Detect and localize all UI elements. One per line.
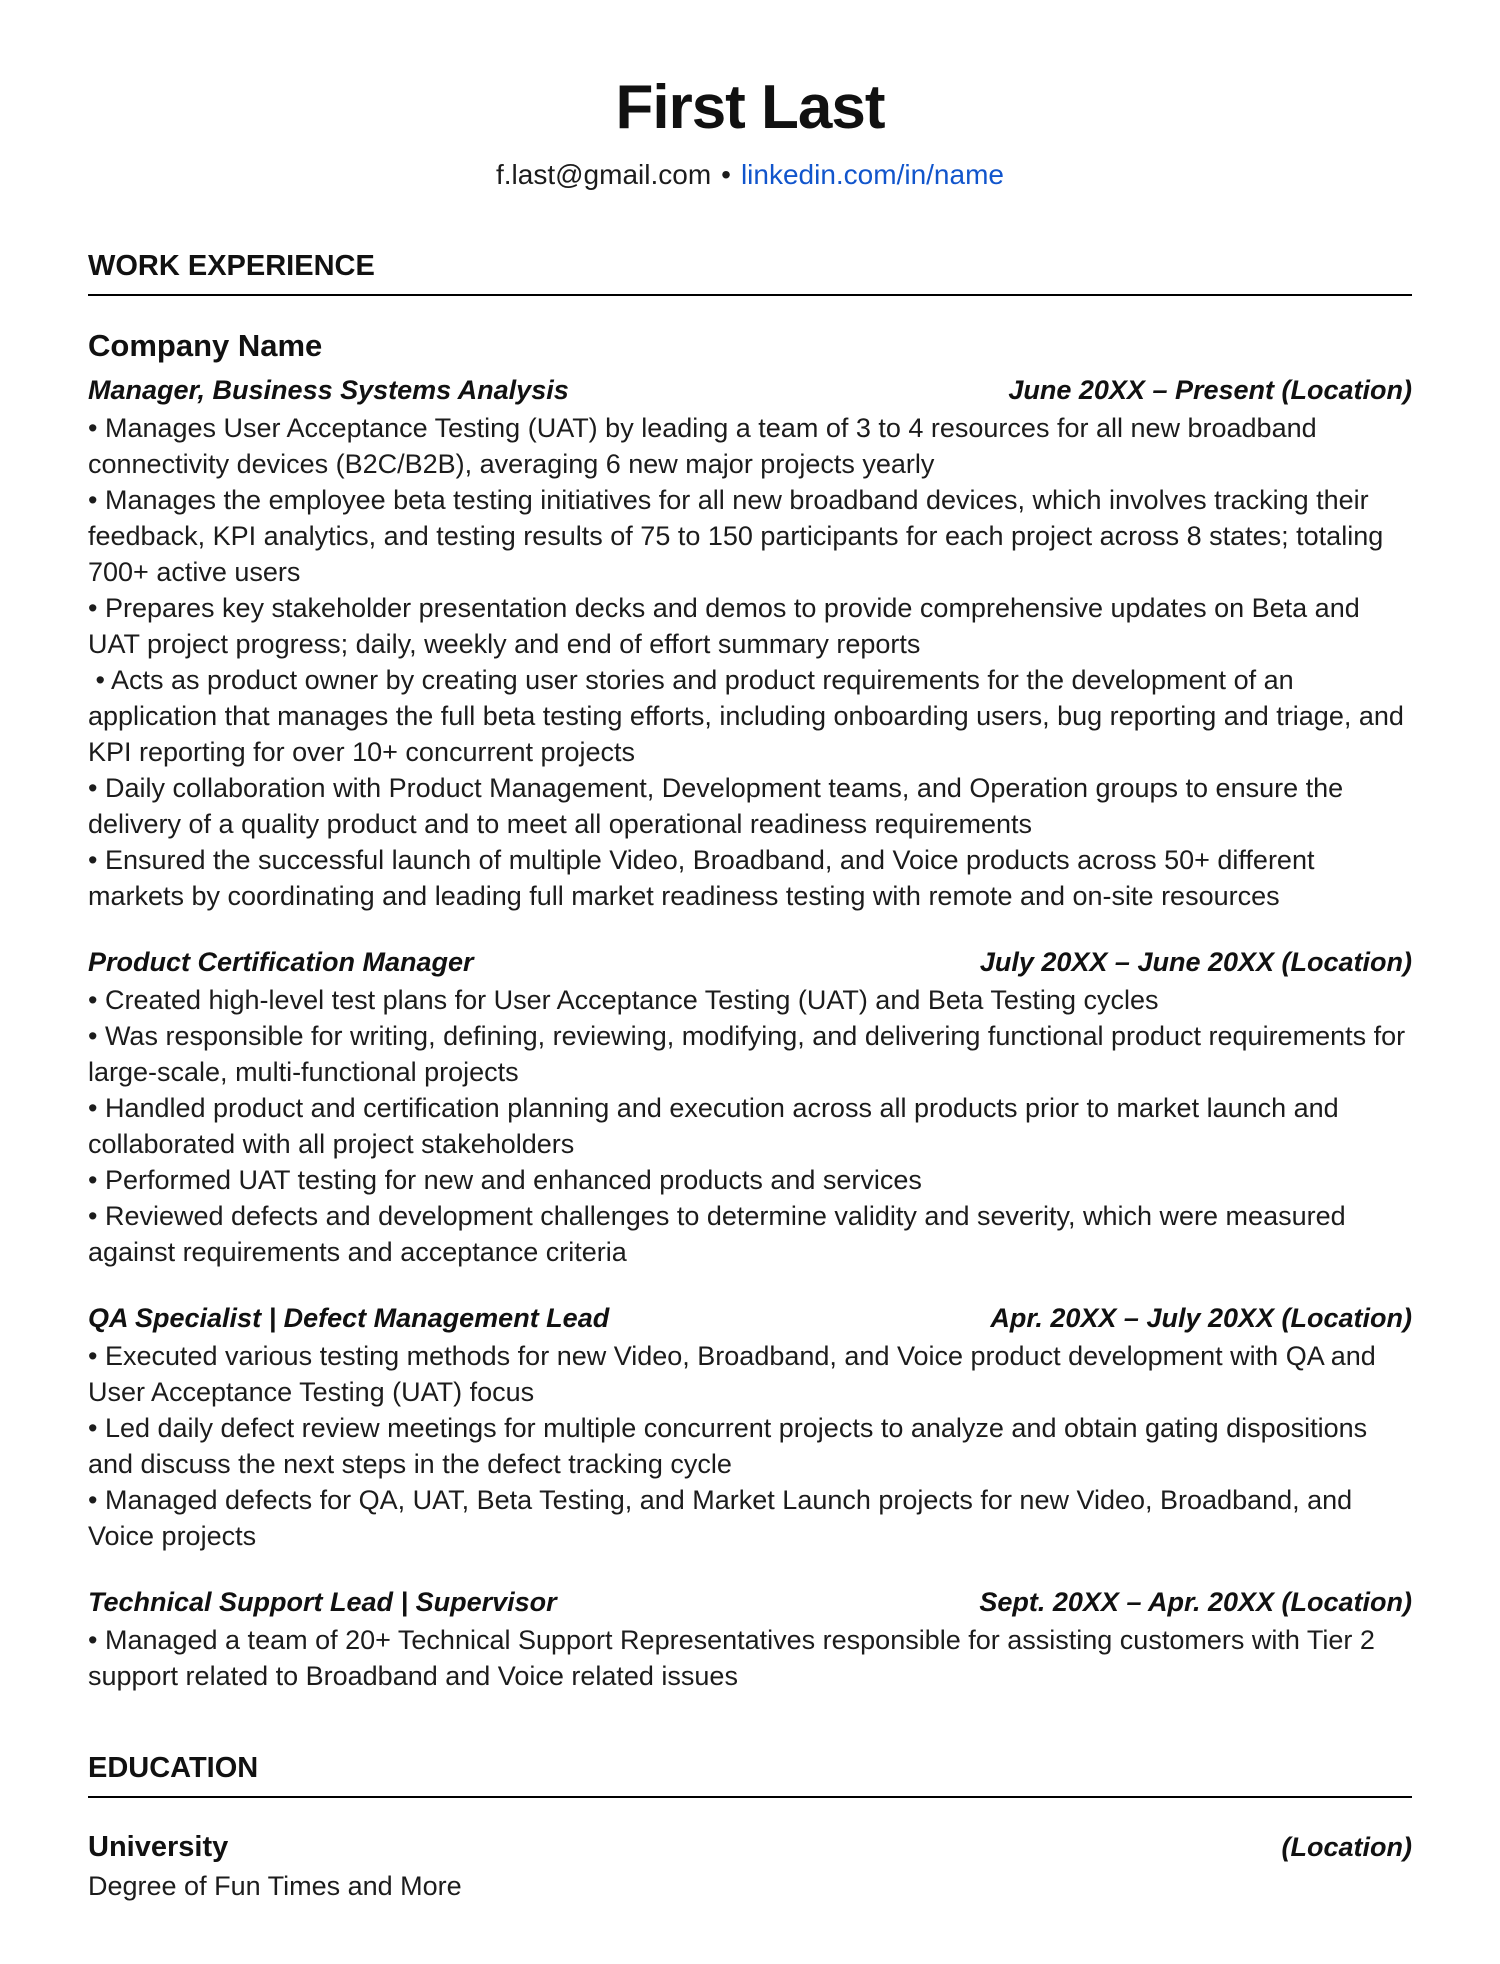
job-entry-qa-specialist-defect-lead — [88, 1300, 1412, 1554]
job-bullet: • Manages the employee beta testing initiatives for all new broadband devices, which involves tracking their feedback, KPI analytics, and testing results of 75 to 150 participants for each project across 8 states; totaling 700+ active users — [88, 485, 1391, 587]
job-header-row — [88, 1300, 1412, 1336]
school-name: University — [88, 1831, 229, 1863]
work-experience-section — [88, 248, 1412, 1694]
job-title: Technical Support Lead | Supervisor — [88, 1587, 557, 1617]
contact-separator-dot: • — [721, 159, 731, 190]
job-bullet: • Created high-level test plans for User Acceptance Testing (UAT) and Beta Testing cycles — [88, 985, 1159, 1015]
education-section — [88, 1750, 1412, 1904]
email-text: f.last@gmail.com — [496, 159, 712, 190]
job-entry-technical-support-lead — [88, 1584, 1412, 1694]
job-bullet: • Manages User Acceptance Testing (UAT) by leading a team of 3 to 4 resources for all new broadband connectivity devices (B2C/B2B), averaging 6 new major projects yearly — [88, 413, 1325, 479]
education-location: (Location) — [1281, 1832, 1412, 1862]
job-bullet: • Executed various testing methods for new Video, Broadband, and Voice product development with QA and User Acceptance Testing (UAT) focus — [88, 1341, 1384, 1407]
job-bullet: • Performed UAT testing for new and enhanced products and services — [88, 1165, 922, 1195]
contact-line — [88, 158, 1412, 192]
job-bullet: • Ensured the successful launch of multiple Video, Broadband, and Voice products across 50+ different markets by coordinating and leading full market readiness testing with remote and on-site resources — [88, 845, 1322, 911]
job-header-row — [88, 372, 1412, 408]
job-header-row — [88, 944, 1412, 980]
job-entry-manager-business-systems — [88, 372, 1412, 914]
education-heading: EDUCATION — [88, 1750, 1412, 1798]
degree-text: Degree of Fun Times and More — [88, 1871, 462, 1901]
job-bullet: • Led daily defect review meetings for multiple concurrent projects to analyze and obtain gating dispositions and discuss the next steps in the defect tracking cycle — [88, 1413, 1375, 1479]
person-name: First Last — [615, 73, 885, 142]
linkedin-link[interactable]: linkedin.com/in/name — [740, 159, 1004, 190]
job-title: QA Specialist | Defect Management Lead — [88, 1303, 610, 1333]
education-header-row — [88, 1828, 1412, 1866]
job-bullet: • Prepares key stakeholder presentation decks and demos to provide comprehensive updates on Beta and UAT project progress; daily, weekly and end of effort summary reports — [88, 593, 1368, 659]
job-title: Manager, Business Systems Analysis — [88, 375, 569, 405]
job-bullet: • Managed defects for QA, UAT, Beta Testing, and Market Launch projects for new Video, Broadband, and Voice projects — [88, 1485, 1360, 1551]
job-bullet: • Was responsible for writing, defining, reviewing, modifying, and delivering functional product requirements for large-scale, multi-functional projects — [88, 1021, 1413, 1087]
resume-header — [88, 72, 1412, 192]
job-header-row — [88, 1584, 1412, 1620]
job-bullet: • Acts as product owner by creating user stories and product requirements for the development of an application that manages the full beta testing efforts, including onboarding users, bug reporting and triage, and KPI reporting for over 10+ concurrent projects — [88, 665, 1412, 767]
job-bullet: • Reviewed defects and development challenges to determine validity and severity, which were measured against requirements and acceptance criteria — [88, 1201, 1354, 1267]
job-entry-product-certification-manager — [88, 944, 1412, 1270]
job-title: Product Certification Manager — [88, 947, 474, 977]
work-experience-heading: WORK EXPERIENCE — [88, 248, 1412, 296]
job-bullet: • Handled product and certification planning and execution across all products prior to market launch and collaborated with all project stakeholders — [88, 1093, 1347, 1159]
job-dates: Apr. 20XX – July 20XX (Location) — [990, 1303, 1412, 1333]
job-bullet: • Managed a team of 20+ Technical Support Representatives responsible for assisting customers with Tier 2 support related to Broadband and Voice related issues — [88, 1625, 1383, 1691]
company-name: Company Name — [88, 328, 323, 363]
job-bullet: • Daily collaboration with Product Management, Development teams, and Operation groups to ensure the delivery of a quality product and to meet all operational readiness requirements — [88, 773, 1351, 839]
job-dates: Sept. 20XX – Apr. 20XX (Location) — [979, 1587, 1412, 1617]
job-dates: July 20XX – June 20XX (Location) — [979, 947, 1412, 977]
job-dates: June 20XX – Present (Location) — [1008, 375, 1412, 405]
